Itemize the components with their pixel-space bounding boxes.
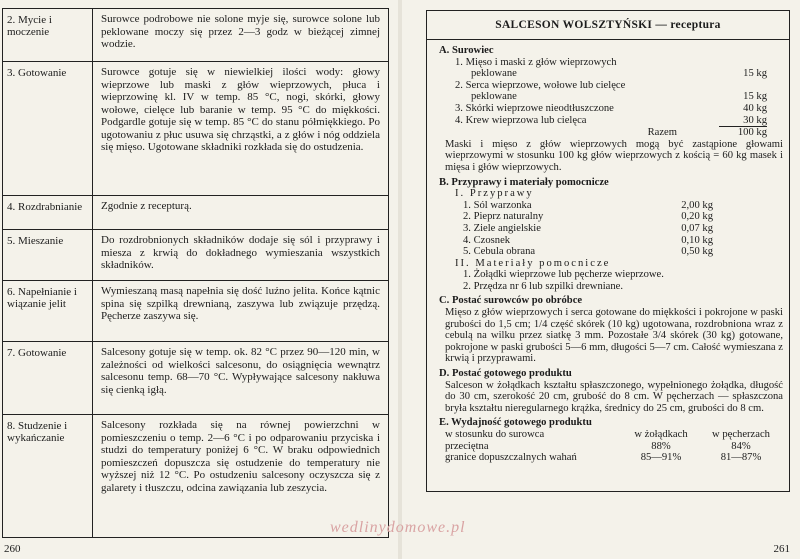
item-qty: 15 kg [743,68,767,80]
table-row [3,9,388,61]
list-item [455,57,783,69]
recipe-title: SALCESON WOLSZTYŃSKI — receptura [427,11,789,40]
list-item: 1. Żołądki wieprzowe lub pęcherze wieprzowe. [463,269,664,281]
yield-table [439,429,783,464]
recipe-box [426,10,790,492]
step-text: Zgodnie z recepturą. [101,200,192,212]
yield-value: 85—91% [640,452,682,464]
yield-value: 84% [731,440,751,452]
list-item [463,235,783,247]
step-text: Surowce podrobowe nie solone myje się, surowce solone lub peklowane moczy się przez 2—3 godz w bieżącej zimnej wodzie. [101,13,380,50]
section-text: Salceson w żołądkach kształtu spłaszczonego, wypełnionego żołądka, długość do 30 cm, szerokość 20 cm, grubość do 8 cm. W pęcherzach — spłaszczona bryła kształtu nieregularnego krążka, średnicy do 25 cm, grubości do 8 cm. [445,379,783,414]
table-row [3,280,388,341]
item-qty: 0,50 kg [681,246,713,258]
section-heading: E. Wydajność gotowego produktu [439,417,592,429]
yield-label: przeciętna [445,440,489,452]
yield-value: 88% [651,440,671,452]
table-row [3,341,388,414]
yield-header: w stosunku do surowca [445,429,545,440]
item-name: 4. Krew wieprzowa lub cielęca [455,114,587,126]
step-label: 7. Gotowanie [3,342,93,414]
total-label: Razem [647,127,677,139]
watermark: wedlinydomowe.pl [330,519,466,536]
right-page [400,0,800,559]
table-row [3,61,388,195]
list-item [463,200,783,212]
item-name-cont: peklowane [471,68,517,80]
page-number: 261 [773,543,790,555]
total-row [455,127,783,139]
item-name: 1. Sól warzonka [463,199,532,211]
subsection-heading: II. Materiały pomocnicze [455,257,611,269]
table-row [445,441,783,453]
section-text: Mięso z głów wieprzowych i serca gotowane do miękkości i pokrojone w paski grubości do 1,5 cm; 1/4 część skórek (10 kg) ugotowana, rozdrobniona wraz z cebulą na wilku przez siatkę 3 mm. Pozostałe 3/4 skórek (30 kg) gotowane, pokrojone w paski grubości 5—6 mm, długości 5—7 cm. Całość wymieszana z krwią i przyprawami. [445,307,783,365]
item-name: 4. Czosnek [463,234,511,246]
step-text: Do rozdrobnionych składników dodaje się sól i przyprawy i miesza z krwią do dokładnego wymieszania wszystkich składników. [101,234,380,271]
process-table [2,8,389,538]
page-number: 260 [4,543,21,555]
step-text: Wymieszaną masą napełnia się dość luźno jelita. Końce kątnic spina się szpilką drewnianą, zaszywa lub związuje przędzą. Pęcherze zaszywa się. [101,285,380,322]
subsection-heading: I. Przyprawy [455,188,534,200]
item-name-cont: peklowane [471,91,517,103]
item-qty: 15 kg [743,91,767,103]
table-row [3,229,388,280]
step-label: 5. Mieszanie [3,230,93,280]
list-item [455,103,783,115]
table-row [445,452,783,464]
list-item [463,211,783,223]
step-label: 6. Napełnianie i wiązanie jelit [3,281,93,341]
list-item: 2. Przędza nr 6 lub szpilki drewniane. [463,280,624,292]
yield-value: 81—87% [720,452,762,464]
list-item [455,115,783,127]
section-heading: A. Surowiec [439,45,494,56]
item-name: 2. Serca wieprzowe, wołowe lub cielęce [455,79,626,91]
item-qty: 2,00 kg [681,199,713,211]
item-qty: 40 kg [743,102,767,114]
step-label: 4. Rozdrabnianie [3,196,93,229]
raw-material-list [439,57,783,139]
list-item [455,80,783,92]
step-text: Salcesony gotuje się w temp. ok. 82 °C przez 90—120 min, w zależności od wielkości salcesonu, do osiągnięcia wewnątrz salcesonu temp. 68—70 °C. Wypływające salcesony nakłuwa się cienką igłą. [101,346,380,396]
total-qty: 100 kg [737,127,767,139]
recipe-body [427,40,789,464]
step-label: 2. Mycie i moczenie [3,9,93,61]
item-qty: 0,20 kg [681,211,713,223]
table-row [445,429,783,441]
item-name: 3. Ziele angielskie [463,222,541,234]
item-qty: 0,07 kg [681,222,713,234]
list-item [455,68,783,80]
step-label: 3. Gotowanie [3,62,93,195]
aux-list [439,269,783,292]
item-qty: 0,10 kg [681,234,713,246]
list-item [463,246,783,258]
item-name: 3. Skórki wieprzowe nieodtłuszczone [455,102,614,114]
section-heading: C. Postać surowców po obróbce [439,295,583,307]
list-item [463,223,783,235]
step-text: Surowce gotuje się w niewielkiej ilości wody: głowy wieprzowe lub maski z głów wieprzowych, płuca i wieprzowinę kl. IV w temp. 85 °C, nogi, skórki, głowy wołowe, cielęce lub baranie w temp. 95 °C do miękkości. Podgardle gotuje się w temp. 85 °C do stanu półmiękkiego. Po ugotowaniu z płuc usuwa się chrząstki, a z głów i nóg oddziela się mięso. Ugotowane składniki rozkłada się do ostudzenia. [101,66,380,153]
section-heading: D. Postać gotowego produktu [439,368,572,380]
item-qty: 30 kg [743,114,767,126]
step-label: 8. Studzenie i wykańczanie [3,415,93,537]
item-name: 5. Cebula obrana [463,246,536,258]
note-text: Maski i mięso z głów wieprzowych mogą być zastąpione głowami wieprzowymi w stosunku 100 kg głów wieprzowych z kością = 60 kg masek i mięsa i głów wieprzowych. [445,138,783,173]
spice-list [439,200,783,258]
yield-label: granice dopuszczalnych wahań [445,452,577,464]
list-item [455,91,783,103]
table-row [3,195,388,229]
yield-header: w pęcherzach [712,429,770,440]
section-heading: B. Przyprawy i materiały pomocnicze [439,176,609,188]
item-name: 2. Pieprz naturalny [463,211,544,223]
item-name: 1. Mięso i maski z głów wieprzowych [455,56,617,68]
step-text: Salcesony rozkłada się na równej powierzchni w pomieszczeniu o temp. 2—6 °C i po odparowaniu przyciska i studzi do temperatury poniżej 6 °C. W braku odpowiednich pomieszczeń dopuszcza się ostudzenie do temperatury nie wyższej niż 12 °C. Po ostudzeniu salcesony oczyszcza się z galarety i tłuszczu, odcina zawiązania lub zeszycia. [101,419,380,494]
yield-header: w żołądkach [634,429,688,440]
